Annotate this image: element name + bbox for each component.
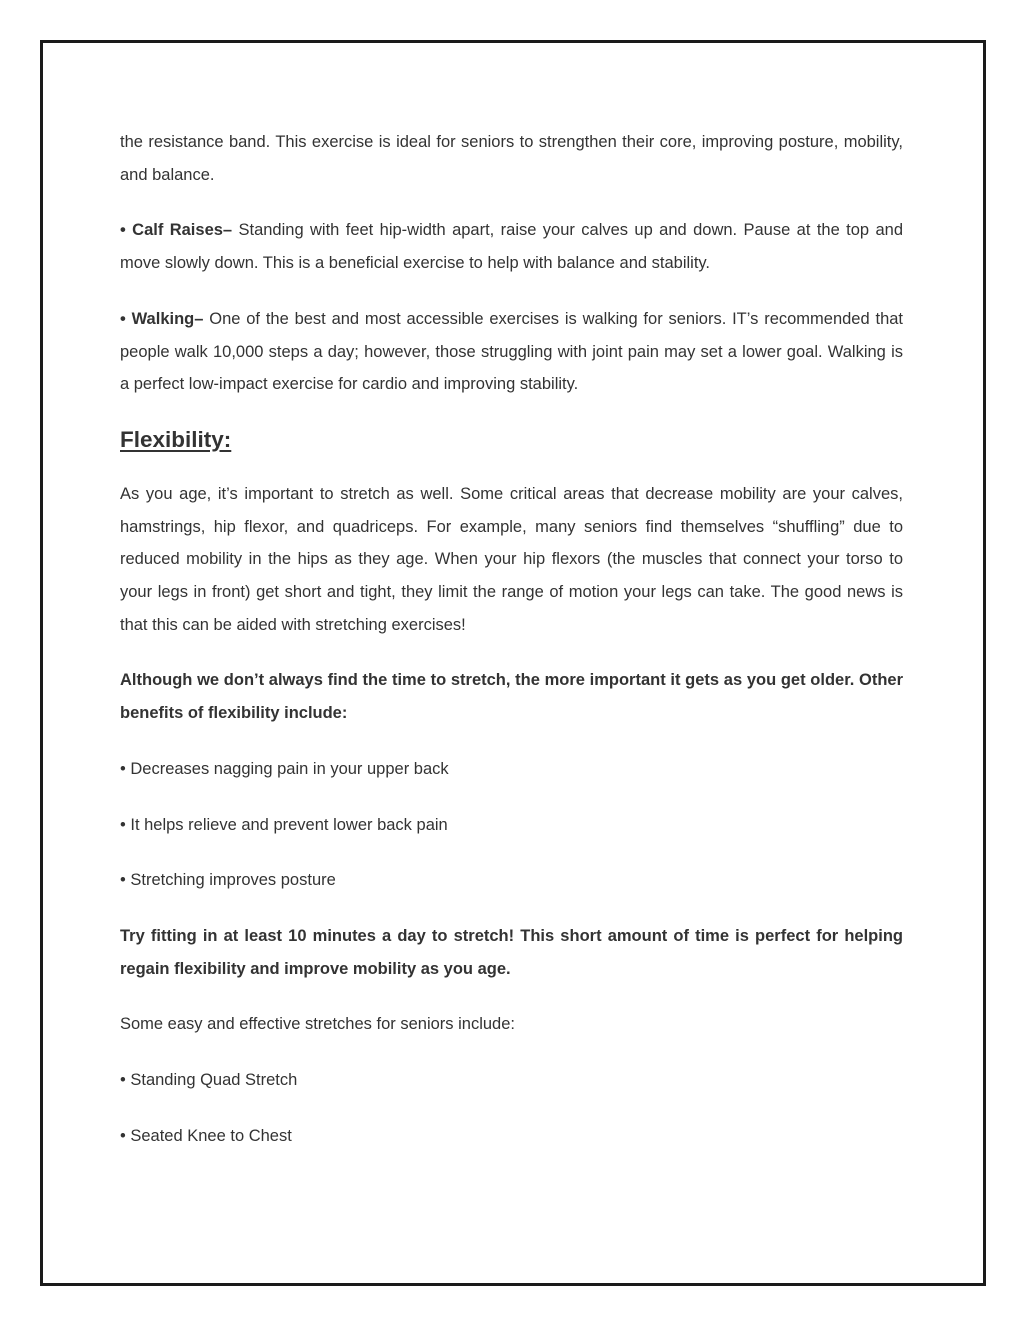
stretch-item: • Seated Knee to Chest xyxy=(120,1126,292,1145)
benefits-intro-paragraph: Although we don’t always find the time to stretch, the more important it gets as you get older. Other benefits of flexibility include: xyxy=(120,671,903,723)
stretches-intro-paragraph: Some easy and effective stretches for seniors include: xyxy=(120,1015,515,1034)
benefit-item: • It helps relieve and prevent lower back pain xyxy=(120,815,448,834)
stretch-item: • Standing Quad Stretch xyxy=(120,1071,298,1090)
benefit-item: • Stretching improves posture xyxy=(120,871,336,890)
calf-raises-text: Standing with feet hip-width apart, raise your calves up and down. Pause at the top and move slowly down. This is a beneficial exercise to help with balance and stability. xyxy=(120,221,903,273)
benefit-item: • Decreases nagging pain in your upper back xyxy=(120,759,449,778)
walking-text: One of the best and most accessible exercises is walking for seniors. IT’s recommended that people walk 10,000 steps a day; however, those struggling with joint pain may set a lower goal. Walking is a perfect low-impact exercise for cardio and improving stability. xyxy=(120,309,904,394)
calf-raises-label: • Calf Raises– xyxy=(120,221,233,240)
document-body xyxy=(120,126,903,1175)
walking-paragraph xyxy=(120,303,903,401)
flexibility-paragraph: As you age, it’s important to stretch as well. Some critical areas that decrease mobility are your calves, hamstrings, hip flexor, and quadriceps. For example, many seniors find themselves “shuffling” due to reduced mobility in the hips as they age. When your hip flexors (the muscles that connect your torso to your legs in front) get short and tight, they limit the range of motion your legs can take. The good news is that this can be aided with stretching exercises! xyxy=(120,484,903,634)
walking-label: • Walking– xyxy=(120,309,204,328)
flexibility-heading: Flexibility: xyxy=(120,426,232,452)
calf-raises-paragraph xyxy=(120,214,903,279)
intro-continuation-paragraph: the resistance band. This exercise is ideal for seniors to strengthen their core, improving posture, mobility, and balance. xyxy=(120,133,903,184)
try-fitting-paragraph: Try fitting in at least 10 minutes a day to stretch! This short amount of time is perfect for helping regain flexibility and improve mobility as you age. xyxy=(120,926,903,978)
